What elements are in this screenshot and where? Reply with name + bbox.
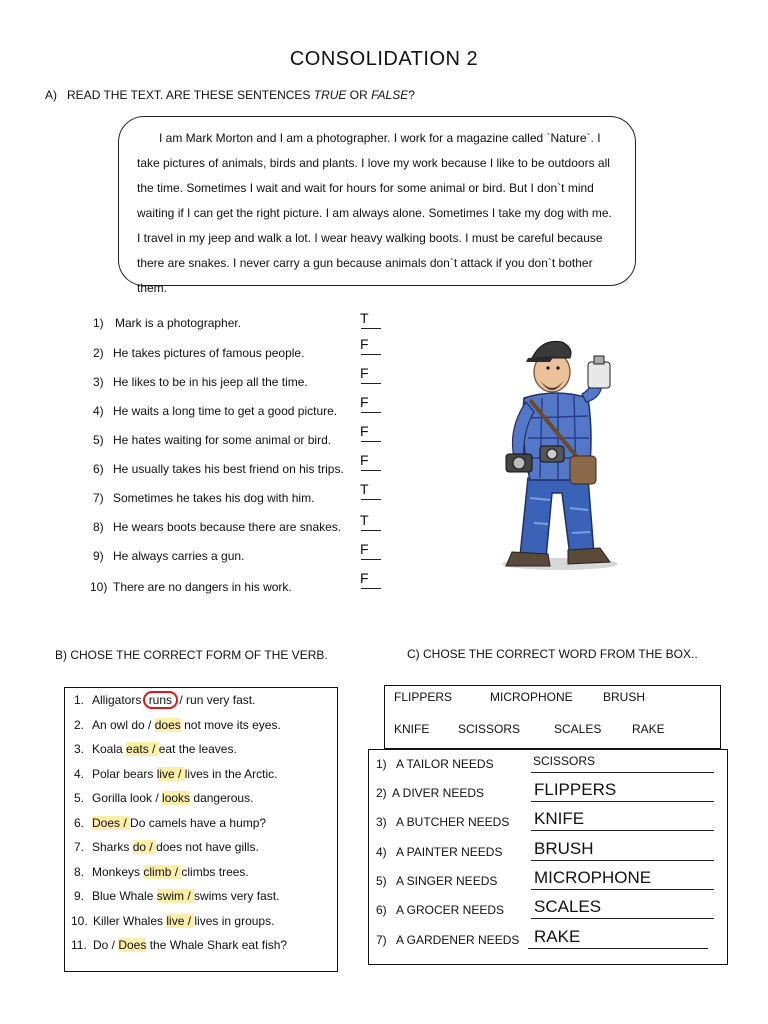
sentence-end: the Whale Shark eat fish? bbox=[146, 938, 288, 952]
verb-item bbox=[70, 914, 274, 928]
verb-item bbox=[70, 791, 253, 805]
sentence-end: in the Arctic. bbox=[208, 766, 278, 781]
question-text: He wears boots because there are snakes. bbox=[113, 520, 342, 534]
box-word: SCISSORS bbox=[458, 722, 521, 736]
needs-text: A SINGER NEEDS bbox=[396, 874, 498, 888]
item-number: 4. bbox=[74, 766, 85, 781]
question-mark: ? bbox=[408, 88, 415, 102]
option-separator: / bbox=[152, 791, 163, 805]
question-number: 3) bbox=[93, 375, 104, 389]
verb-item bbox=[70, 742, 237, 756]
item-number: 11. bbox=[71, 938, 87, 952]
verb-option[interactable]: runs bbox=[143, 691, 178, 709]
answer-line bbox=[361, 412, 381, 413]
verb-option[interactable]: does bbox=[156, 840, 183, 854]
question-number: 7) bbox=[93, 491, 104, 505]
verb-option[interactable]: lives bbox=[184, 766, 209, 781]
question-number: 1) bbox=[93, 316, 104, 330]
verb-item bbox=[70, 816, 266, 830]
answer-line bbox=[361, 354, 381, 355]
verb-option[interactable]: live bbox=[166, 913, 185, 928]
section-a-heading bbox=[45, 88, 415, 102]
option-separator: / bbox=[120, 815, 131, 830]
item-number: 3. bbox=[74, 742, 85, 756]
answer-tf[interactable]: F bbox=[360, 365, 369, 381]
verb-option[interactable]: run bbox=[186, 693, 204, 707]
needs-number: 1) bbox=[376, 757, 387, 771]
answer-line bbox=[361, 559, 381, 560]
verb-item bbox=[70, 840, 259, 854]
sentence-start: Monkeys bbox=[92, 864, 144, 879]
sentence-end: trees. bbox=[215, 864, 249, 879]
item-number: 7. bbox=[74, 840, 85, 854]
verb-option[interactable]: Does bbox=[92, 815, 121, 830]
sentence-start: Polar bears bbox=[92, 766, 157, 781]
answer-tf[interactable]: F bbox=[360, 423, 369, 439]
needs-number: 3) bbox=[376, 815, 387, 829]
question-number: 2) bbox=[93, 346, 104, 360]
sentence-end: not move its eyes. bbox=[180, 717, 281, 732]
verb-option[interactable]: do bbox=[131, 717, 145, 732]
answer-line bbox=[361, 588, 381, 589]
verb-option[interactable]: climb bbox=[143, 864, 172, 879]
answer-line bbox=[361, 441, 381, 442]
needs-text: A DIVER NEEDS bbox=[392, 786, 485, 800]
needs-number: 2) bbox=[376, 786, 387, 800]
sentence-end: camels have a hump? bbox=[145, 815, 267, 830]
question-text: He likes to be in his jeep all the time. bbox=[113, 375, 308, 389]
sentence-start: Alligators bbox=[92, 693, 145, 707]
verb-option[interactable]: climbs bbox=[181, 864, 216, 879]
question-number: 5) bbox=[93, 433, 104, 447]
page-title: CONSOLIDATION 2 bbox=[289, 48, 479, 70]
sentence-start: Koala bbox=[92, 742, 127, 756]
verb-option[interactable]: eat bbox=[158, 742, 176, 756]
needs-answer[interactable]: SCISSORS bbox=[533, 754, 596, 768]
needs-answer[interactable]: KNIFE bbox=[534, 809, 585, 828]
photographer-illustration bbox=[490, 328, 630, 573]
sentence-start: Killer Whales bbox=[93, 913, 167, 928]
answer-line bbox=[361, 499, 381, 500]
needs-answer-line bbox=[531, 889, 714, 890]
question-number: 8) bbox=[93, 520, 104, 534]
sentence-start: An owl bbox=[92, 717, 132, 732]
verb-item bbox=[70, 865, 249, 879]
needs-text: A PAINTER NEEDS bbox=[396, 845, 503, 859]
answer-tf[interactable]: T bbox=[360, 512, 369, 528]
needs-answer[interactable]: RAKE bbox=[534, 927, 581, 946]
sentence-start: Gorilla bbox=[92, 791, 131, 805]
needs-number: 6) bbox=[376, 903, 387, 917]
needs-number: 4) bbox=[376, 845, 387, 859]
option-separator: / bbox=[184, 889, 195, 903]
verb-option[interactable]: swims bbox=[194, 889, 228, 903]
sentence-end: the leaves. bbox=[175, 742, 237, 756]
needs-answer[interactable]: SCALES bbox=[534, 897, 602, 916]
sentence-start: Blue Whale bbox=[92, 889, 157, 903]
box-word: SCALES bbox=[554, 722, 602, 736]
option-separator: / bbox=[146, 840, 157, 854]
verb-option[interactable]: eats bbox=[126, 742, 149, 756]
item-number: 9. bbox=[74, 889, 85, 903]
verb-option[interactable]: Does bbox=[118, 938, 147, 952]
option-separator: / bbox=[176, 693, 187, 707]
verb-option[interactable]: look bbox=[130, 791, 153, 805]
item-number: 8. bbox=[74, 864, 85, 879]
box-word: KNIFE bbox=[394, 722, 430, 736]
verb-option[interactable]: do bbox=[132, 840, 147, 854]
needs-answer-line bbox=[531, 830, 714, 831]
answer-tf[interactable]: F bbox=[360, 541, 369, 557]
item-number: 1. bbox=[74, 693, 85, 707]
verb-option[interactable]: lives bbox=[194, 913, 219, 928]
sentence-start: Sharks bbox=[92, 840, 133, 854]
verb-item bbox=[70, 767, 277, 781]
needs-answer-line bbox=[528, 948, 708, 949]
section-a-instruction: READ THE TEXT. ARE THESE SENTENCES bbox=[67, 88, 314, 102]
sentence-end: very fast. bbox=[203, 693, 256, 707]
box-word: BRUSH bbox=[603, 690, 646, 704]
option-separator: / bbox=[144, 717, 155, 732]
needs-answer-line bbox=[531, 772, 714, 773]
answer-tf[interactable]: F bbox=[360, 570, 369, 586]
answer-tf[interactable]: T bbox=[360, 481, 369, 497]
verb-option[interactable]: live bbox=[156, 766, 175, 781]
item-number: 6. bbox=[74, 815, 85, 830]
verb-option[interactable]: does bbox=[154, 717, 181, 732]
item-number: 2. bbox=[74, 717, 85, 732]
needs-text: A GROCER NEEDS bbox=[396, 903, 505, 917]
verb-option[interactable]: swim bbox=[156, 889, 185, 903]
box-word: RAKE bbox=[632, 722, 665, 736]
answer-line bbox=[361, 530, 381, 531]
question-text: Mark is a photographer. bbox=[115, 316, 242, 330]
sentence-end: very fast. bbox=[227, 889, 280, 903]
true-word: TRUE bbox=[313, 88, 347, 102]
needs-answer[interactable]: BRUSH bbox=[534, 839, 594, 858]
verb-item bbox=[70, 718, 281, 732]
answer-tf[interactable]: F bbox=[360, 336, 369, 352]
box-word: FLIPPERS bbox=[394, 690, 453, 704]
option-separator: / bbox=[184, 913, 195, 928]
needs-answer-line bbox=[531, 801, 714, 802]
section-a-label: A) bbox=[45, 88, 57, 102]
sentence-end: dangerous. bbox=[190, 791, 254, 805]
sentence-end: not have gills. bbox=[182, 840, 259, 854]
question-number: 6) bbox=[93, 462, 104, 476]
needs-answer-line bbox=[531, 918, 714, 919]
sentence-end: in groups. bbox=[218, 913, 275, 928]
verb-item bbox=[70, 938, 287, 952]
needs-text: A BUTCHER NEEDS bbox=[396, 815, 510, 829]
or-word: OR bbox=[346, 88, 372, 102]
question-text: He takes pictures of famous people. bbox=[113, 346, 305, 360]
answer-tf[interactable]: T bbox=[360, 310, 369, 326]
option-separator: / bbox=[171, 864, 182, 879]
verb-option[interactable]: looks bbox=[162, 791, 191, 805]
verb-option[interactable]: Do bbox=[130, 815, 146, 830]
question-number: 9) bbox=[93, 549, 104, 563]
passage-text: I am Mark Morton and I am a photographer. I work for a magazine called `Nature`. I take pictures of animals, birds and plants. I love my work because I like to be outdoors all the time. Sometimes I wait and wait for hours for some animal or bird. But I don`t mind waiting if I can get the right picture. I am always alone. Sometimes I take my dog with me. I travel in my jeep and walk a lot. I wear heavy walking boots. I must be careful because there are snakes. I never carry a gun because animals don`t attack if you don`t bother them. bbox=[137, 131, 612, 295]
question-number: 10) bbox=[90, 580, 108, 594]
question-text: He usually takes his best friend on his trips. bbox=[113, 462, 344, 476]
question-text: He always carries a gun. bbox=[113, 549, 245, 563]
sentence-start: Do / bbox=[93, 938, 119, 952]
question-text: He waits a long time to get a good picture. bbox=[113, 404, 338, 418]
question-text: He hates waiting for some animal or bird. bbox=[113, 433, 332, 447]
needs-number: 7) bbox=[376, 933, 387, 947]
section-c-heading: C) CHOSE THE CORRECT WORD FROM THE BOX.. bbox=[407, 647, 698, 661]
needs-text: A TAILOR NEEDS bbox=[396, 757, 494, 771]
needs-answer[interactable]: MICROPHONE bbox=[534, 868, 652, 887]
option-separator: / bbox=[174, 766, 185, 781]
answer-tf[interactable]: F bbox=[360, 452, 369, 468]
option-separator: / bbox=[148, 742, 159, 756]
needs-answer[interactable]: FLIPPERS bbox=[534, 780, 617, 799]
question-text: There are no dangers in his work. bbox=[113, 580, 292, 594]
answer-tf[interactable]: F bbox=[360, 394, 369, 410]
box-word: MICROPHONE bbox=[490, 690, 573, 704]
answer-line bbox=[361, 470, 381, 471]
verb-item bbox=[70, 693, 255, 707]
false-word: FALSE bbox=[371, 88, 409, 102]
item-number: 5. bbox=[74, 791, 85, 805]
verb-item bbox=[70, 889, 279, 903]
answer-line bbox=[361, 328, 381, 329]
question-text: Sometimes he takes his dog with him. bbox=[113, 491, 315, 505]
needs-text: A GARDENER NEEDS bbox=[396, 933, 520, 947]
section-b-heading: B) CHOSE THE CORRECT FORM OF THE VERB. bbox=[55, 648, 328, 662]
needs-number: 5) bbox=[376, 874, 387, 888]
needs-answer-line bbox=[531, 860, 714, 861]
item-number: 10. bbox=[71, 913, 88, 928]
question-number: 4) bbox=[93, 404, 104, 418]
answer-line bbox=[361, 383, 381, 384]
